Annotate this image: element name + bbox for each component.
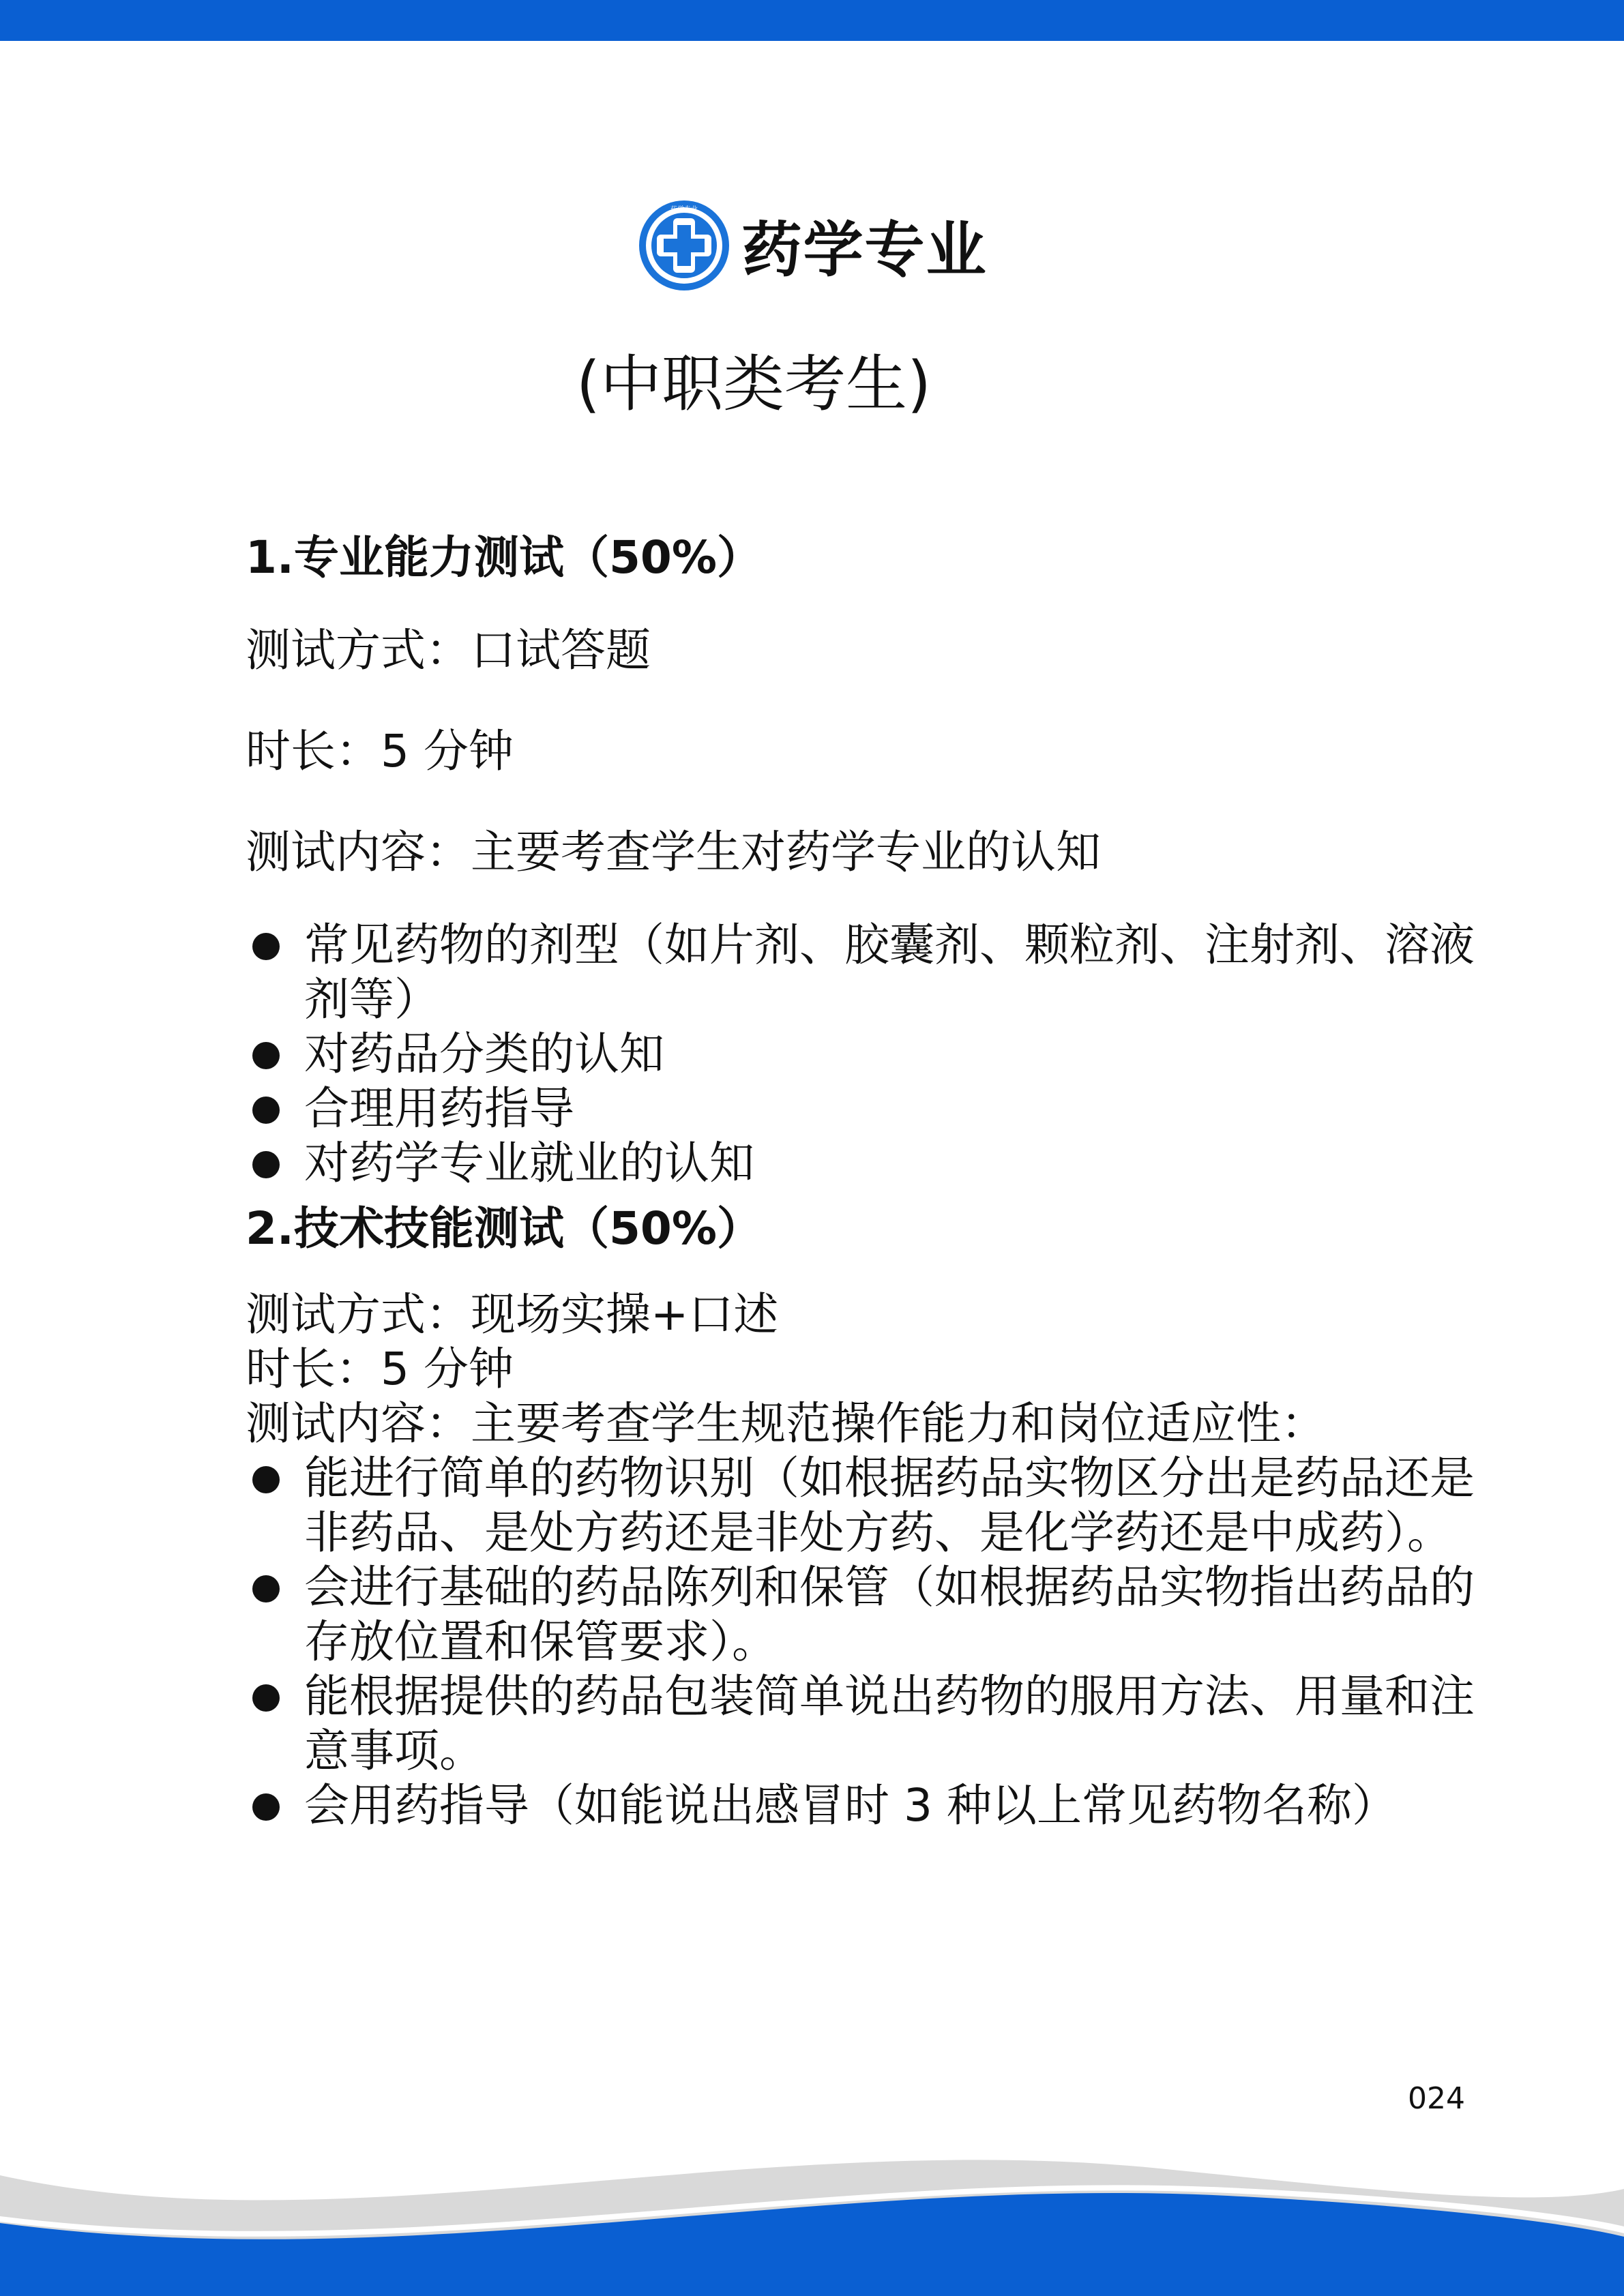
section-1-method: 测试方式：口试答题 — [246, 624, 651, 676]
bullet-icon — [252, 933, 280, 960]
list-item: 合理用药指导 — [246, 1082, 1477, 1136]
bullet-icon — [252, 1466, 280, 1493]
bullet-icon — [252, 1793, 280, 1821]
section-2-method: 测试方式：现场实操+口述 — [246, 1288, 779, 1341]
bullet-icon — [252, 1684, 280, 1712]
bullet-icon — [252, 1151, 280, 1178]
section-1-content: 测试内容：主要考查学生对药学专业的认知 — [246, 826, 1101, 878]
section-2-title: 2.技术技能测试（50%） — [246, 1202, 762, 1255]
list-item: 对药学专业就业的认知 — [246, 1136, 1477, 1191]
list-item: 能根据提供的药品包装简单说出药物的服用方法、用量和注意事项。 — [246, 1669, 1477, 1778]
main-content — [246, 525, 1473, 1833]
list-item: 能进行简单的药物识别（如根据药品实物区分出是药品还是非药品、是处方药还是非处方药、是化学药还是中成药）。 — [246, 1451, 1477, 1560]
page-subtitle: (中职类考生) — [576, 348, 932, 420]
list-item: 会用药指导（如能说出感冒时 3 种以上常见药物名称） — [246, 1778, 1477, 1833]
page-number: 024 — [1408, 2081, 1465, 2116]
page-title: 药学专业 — [741, 215, 988, 285]
page-header — [0, 198, 1624, 293]
bullet-icon — [252, 1575, 280, 1602]
pharmacy-logo-icon — [636, 198, 732, 293]
section-1-list — [246, 918, 1473, 1191]
logo-lettering: 药学专业 — [670, 206, 698, 213]
list-item: 常见药物的剂型（如片剂、胶囊剂、颗粒剂、注射剂、溶液剂等） — [246, 918, 1477, 1027]
section-1-title: 1.专业能力测试（50%） — [246, 531, 762, 584]
top-color-bar — [0, 0, 1624, 41]
section-2-duration: 时长：5 分钟 — [246, 1343, 514, 1395]
list-item: 对药品分类的认知 — [246, 1027, 1477, 1082]
list-item: 会进行基础的药品陈列和保管（如根据药品实物指出药品的存放位置和保管要求）。 — [246, 1560, 1477, 1669]
bullet-icon — [252, 1097, 280, 1124]
section-2-content: 测试内容：主要考查学生规范操作能力和岗位适应性： — [246, 1397, 1326, 1450]
footer-wave-decoration — [0, 2148, 1624, 2296]
section-2-list — [246, 1451, 1473, 1833]
section-1-duration: 时长：5 分钟 — [246, 725, 514, 777]
bullet-icon — [252, 1042, 280, 1069]
